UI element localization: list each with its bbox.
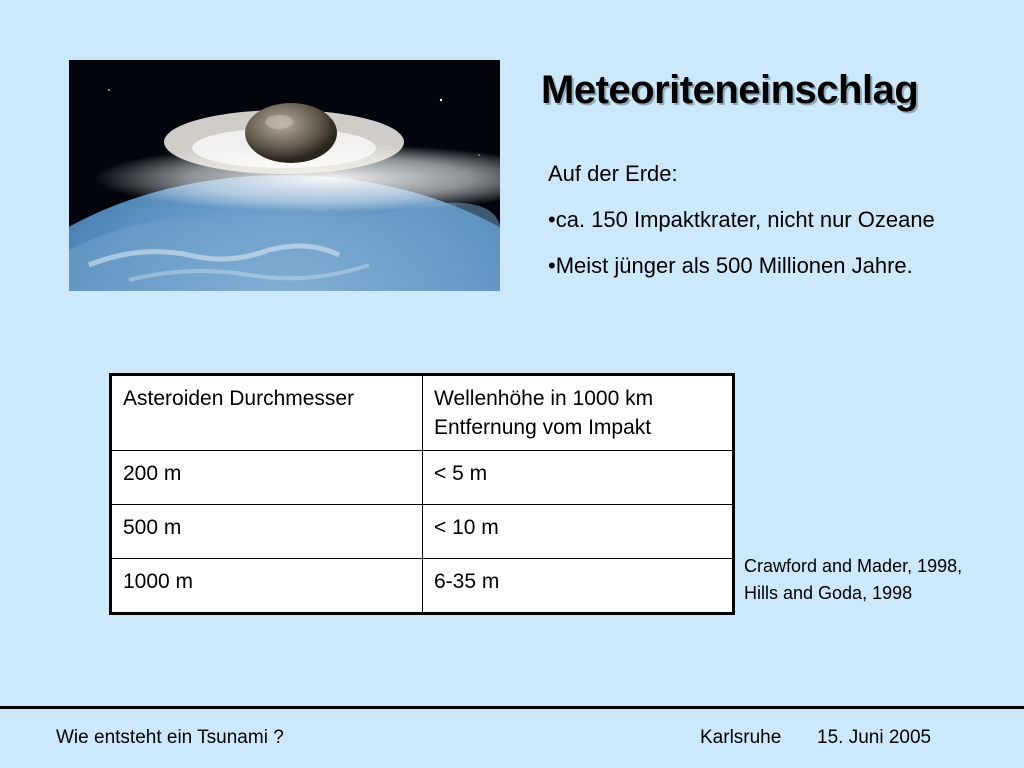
table-cell: 1000 m (111, 559, 423, 614)
footer-topic: Wie entsteht ein Tsunami ? (56, 727, 284, 748)
footer-divider (0, 706, 1024, 709)
bullet-item: •ca. 150 Impaktkrater, nicht nur Ozeane (548, 207, 935, 232)
source-citation: Crawford and Mader, 1998, Hills and Goda, 1998 (744, 556, 963, 603)
bullet-list (548, 162, 935, 300)
table-cell: < 5 m (423, 451, 734, 505)
table-cell: 6-35 m (423, 559, 734, 614)
table-row (111, 559, 734, 614)
table-row (111, 451, 734, 505)
bullet-intro: Auf der Erde: (548, 161, 678, 186)
table-header-row (111, 375, 734, 451)
table-header-cell: Asteroiden Durchmesser (111, 375, 423, 451)
footer-place: Karlsruhe (700, 727, 782, 748)
table-cell: 200 m (111, 451, 423, 505)
footer-date: 15. Juni 2005 (817, 727, 932, 748)
table-cell: 500 m (111, 505, 423, 559)
impact-table (109, 373, 735, 615)
bullet-item: •Meist jünger als 500 Millionen Jahre. (548, 253, 913, 278)
table-cell: < 10 m (423, 505, 734, 559)
table-row (111, 505, 734, 559)
table-header-cell: Wellenhöhe in 1000 km Entfernung vom Impakt (423, 375, 734, 451)
asteroid-impact-image (69, 60, 500, 291)
slide-title: Meteoriteneinschlag (541, 68, 919, 112)
